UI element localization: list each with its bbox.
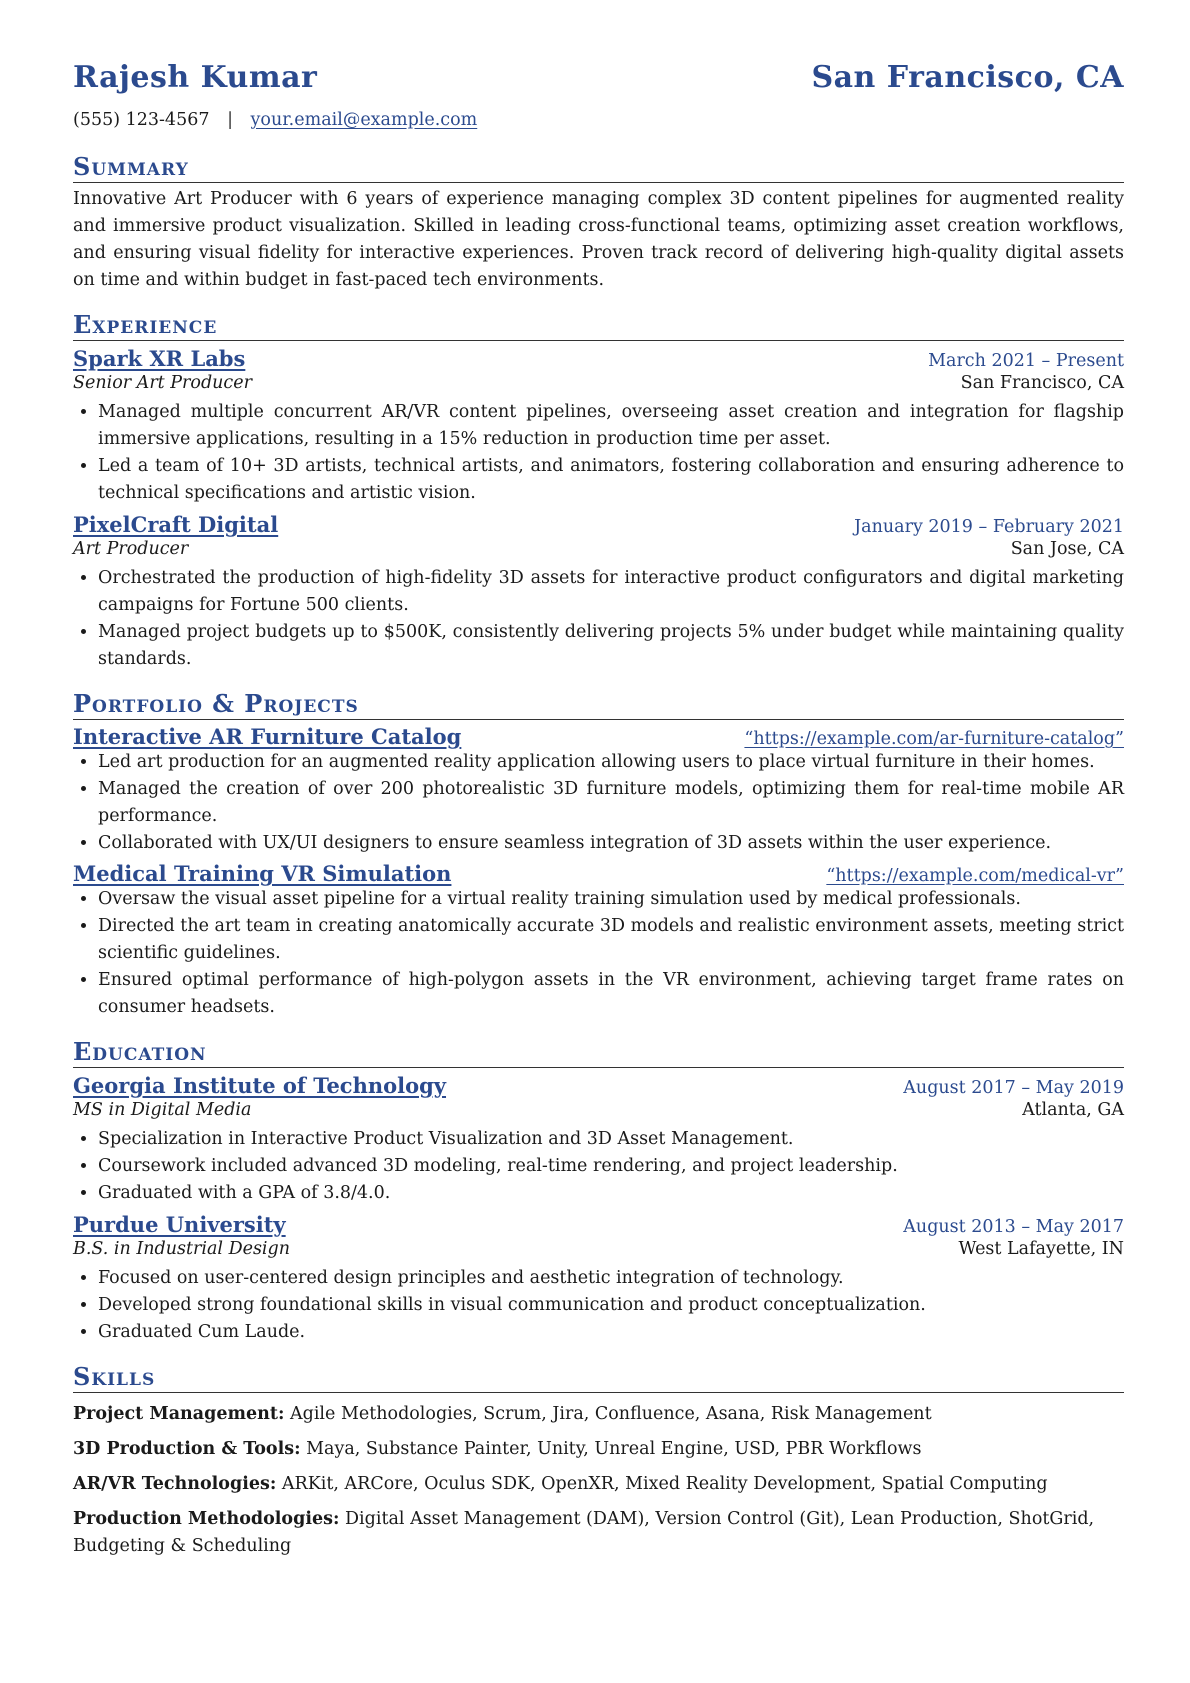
bullet-item: • Orchestrated the production of high-fidelity 3D assets for interactive product configurators and digital marketing campaigns for Fortune 500 clients. — [98, 565, 1124, 619]
bullet-item: • Managed multiple concurrent AR/VR content pipelines, overseeing asset creation and integration for flagship immersive applications, resulting in a 15% reduction in production time per asset. — [98, 399, 1124, 453]
degree: MS in Digital Media — [73, 1100, 252, 1120]
contact-line — [73, 110, 1124, 136]
skill-category: 3D Production & Tools: — [73, 1439, 301, 1459]
header-location: San Francisco, CA — [811, 60, 1124, 95]
bullet-item: • Specialization in Interactive Product Visualization and 3D Asset Management. — [98, 1126, 1124, 1153]
skill-row — [73, 1436, 1124, 1463]
bullet-item: • Collaborated with UX/UI designers to ensure seamless integration of 3D assets within the user experience. — [98, 830, 1124, 857]
skill-category: AR/VR Technologies: — [73, 1474, 277, 1494]
job-location: San Jose, CA — [1010, 539, 1124, 559]
school-link[interactable]: Purdue University — [73, 1212, 286, 1237]
bullet-list — [73, 1126, 1124, 1207]
bullet-item: • Coursework included advanced 3D modeling, real-time rendering, and project leadership. — [98, 1153, 1124, 1180]
skill-category: Project Management: — [73, 1404, 285, 1424]
skill-category: Production Methodologies: — [73, 1509, 340, 1529]
skill-list: ARKit, ARCore, Oculus SDK, OpenXR, Mixed Reality Development, Spatial Computing — [281, 1474, 1048, 1494]
bullet-item: • Directed the art team in creating anatomically accurate 3D models and realistic environment assets, meeting strict scientific guidelines. — [98, 913, 1124, 967]
email-link[interactable]: your.email@example.com — [250, 110, 478, 130]
employment-dates: March 2021 – Present — [928, 351, 1124, 371]
bullet-item: • Led a team of 10+ 3D artists, technical artists, and animators, fostering collaboration and ensuring adherence to technical specifications and artistic vision. — [98, 453, 1124, 507]
education-entry — [73, 1212, 1124, 1346]
section-title-skills: Skills — [73, 1364, 1124, 1393]
skill-row — [73, 1506, 1124, 1560]
section-title-summary: Summary — [73, 154, 1124, 183]
section-title-education: Education — [73, 1039, 1124, 1068]
summary-text: Innovative Art Producer with 6 years of experience managing complex 3D content pipelines for augmented reality and immersive product visualization. Skilled in leading cross-functional teams, optimizing asset creation workflows, and ensuring visual fidelity for interactive experiences. Proven track record of delivering high-quality digital assets on time and within budget in fast-paced tech environments. — [73, 189, 1124, 290]
bullet-list — [73, 565, 1124, 673]
project-url-link[interactable]: “https://example.com/ar-furniture-catalog” — [744, 729, 1124, 749]
bullet-item: • Focused on user-centered design principles and aesthetic integration of technology. — [98, 1265, 1124, 1292]
skill-row — [73, 1471, 1124, 1498]
bullet-item: • Developed strong foundational skills in visual communication and product conceptualization. — [98, 1292, 1124, 1319]
education-entry — [73, 1073, 1124, 1207]
education-dates: August 2013 – May 2017 — [903, 1217, 1124, 1237]
phone: (555) 123-4567 — [73, 110, 210, 130]
education-dates: August 2017 – May 2019 — [903, 1078, 1124, 1098]
school-location: Atlanta, GA — [1022, 1100, 1124, 1120]
bullet-item: • Ensured optimal performance of high-polygon assets in the VR environment, achieving target frame rates on consumer headsets. — [98, 967, 1124, 1021]
bullet-list — [73, 1265, 1124, 1346]
section-title-experience: Experience — [73, 312, 1124, 341]
bullet-list — [73, 749, 1124, 857]
resume-page — [73, 60, 1124, 1560]
skill-row — [73, 1401, 1124, 1428]
project-title-link[interactable]: Interactive AR Furniture Catalog — [73, 724, 462, 749]
skill-list: Digital Asset Management (DAM), Version Control (Git), Lean Production, ShotGrid, Budgeting & Scheduling — [73, 1509, 1095, 1556]
project-entry — [73, 861, 1124, 1021]
project-title-link[interactable]: Medical Training VR Simulation — [73, 861, 452, 886]
degree: B.S. in Industrial Design — [73, 1239, 291, 1259]
experience-entry — [73, 346, 1124, 507]
job-location: San Francisco, CA — [960, 373, 1124, 393]
contact-separator: | — [227, 110, 233, 130]
experience-entry — [73, 512, 1124, 673]
project-url-link[interactable]: “https://example.com/medical-vr” — [826, 866, 1124, 886]
bullet-item: • Managed the creation of over 200 photorealistic 3D furniture models, optimizing them for real-time mobile AR performance. — [98, 776, 1124, 830]
skill-list: Maya, Substance Painter, Unity, Unreal Engine, USD, PBR Workflows — [306, 1439, 922, 1459]
bullet-item: • Led art production for an augmented reality application allowing users to place virtual furniture in their homes. — [98, 749, 1124, 776]
skill-list: Agile Methodologies, Scrum, Jira, Confluence, Asana, Risk Management — [290, 1404, 932, 1424]
section-title-projects: Portfolio & Projects — [73, 691, 1124, 720]
employment-dates: January 2019 – February 2021 — [854, 517, 1124, 537]
bullet-item: • Oversaw the visual asset pipeline for a virtual reality training simulation used by medical professionals. — [98, 886, 1124, 913]
company-link[interactable]: Spark XR Labs — [73, 346, 246, 371]
school-location: West Lafayette, IN — [958, 1239, 1124, 1259]
project-entry — [73, 724, 1124, 857]
job-title: Art Producer — [73, 539, 189, 559]
school-link[interactable]: Georgia Institute of Technology — [73, 1073, 447, 1098]
company-link[interactable]: PixelCraft Digital — [73, 512, 279, 537]
bullet-item: • Graduated with a GPA of 3.8/4.0. — [98, 1180, 1124, 1207]
job-title: Senior Art Producer — [73, 373, 252, 393]
bullet-item: • Managed project budgets up to $500K, consistently delivering projects 5% under budget while maintaining quality standards. — [98, 619, 1124, 673]
candidate-name: Rajesh Kumar — [73, 60, 318, 95]
bullet-list — [73, 886, 1124, 1021]
bullet-list — [73, 399, 1124, 507]
header — [73, 60, 1124, 106]
bullet-item: • Graduated Cum Laude. — [98, 1319, 1124, 1346]
